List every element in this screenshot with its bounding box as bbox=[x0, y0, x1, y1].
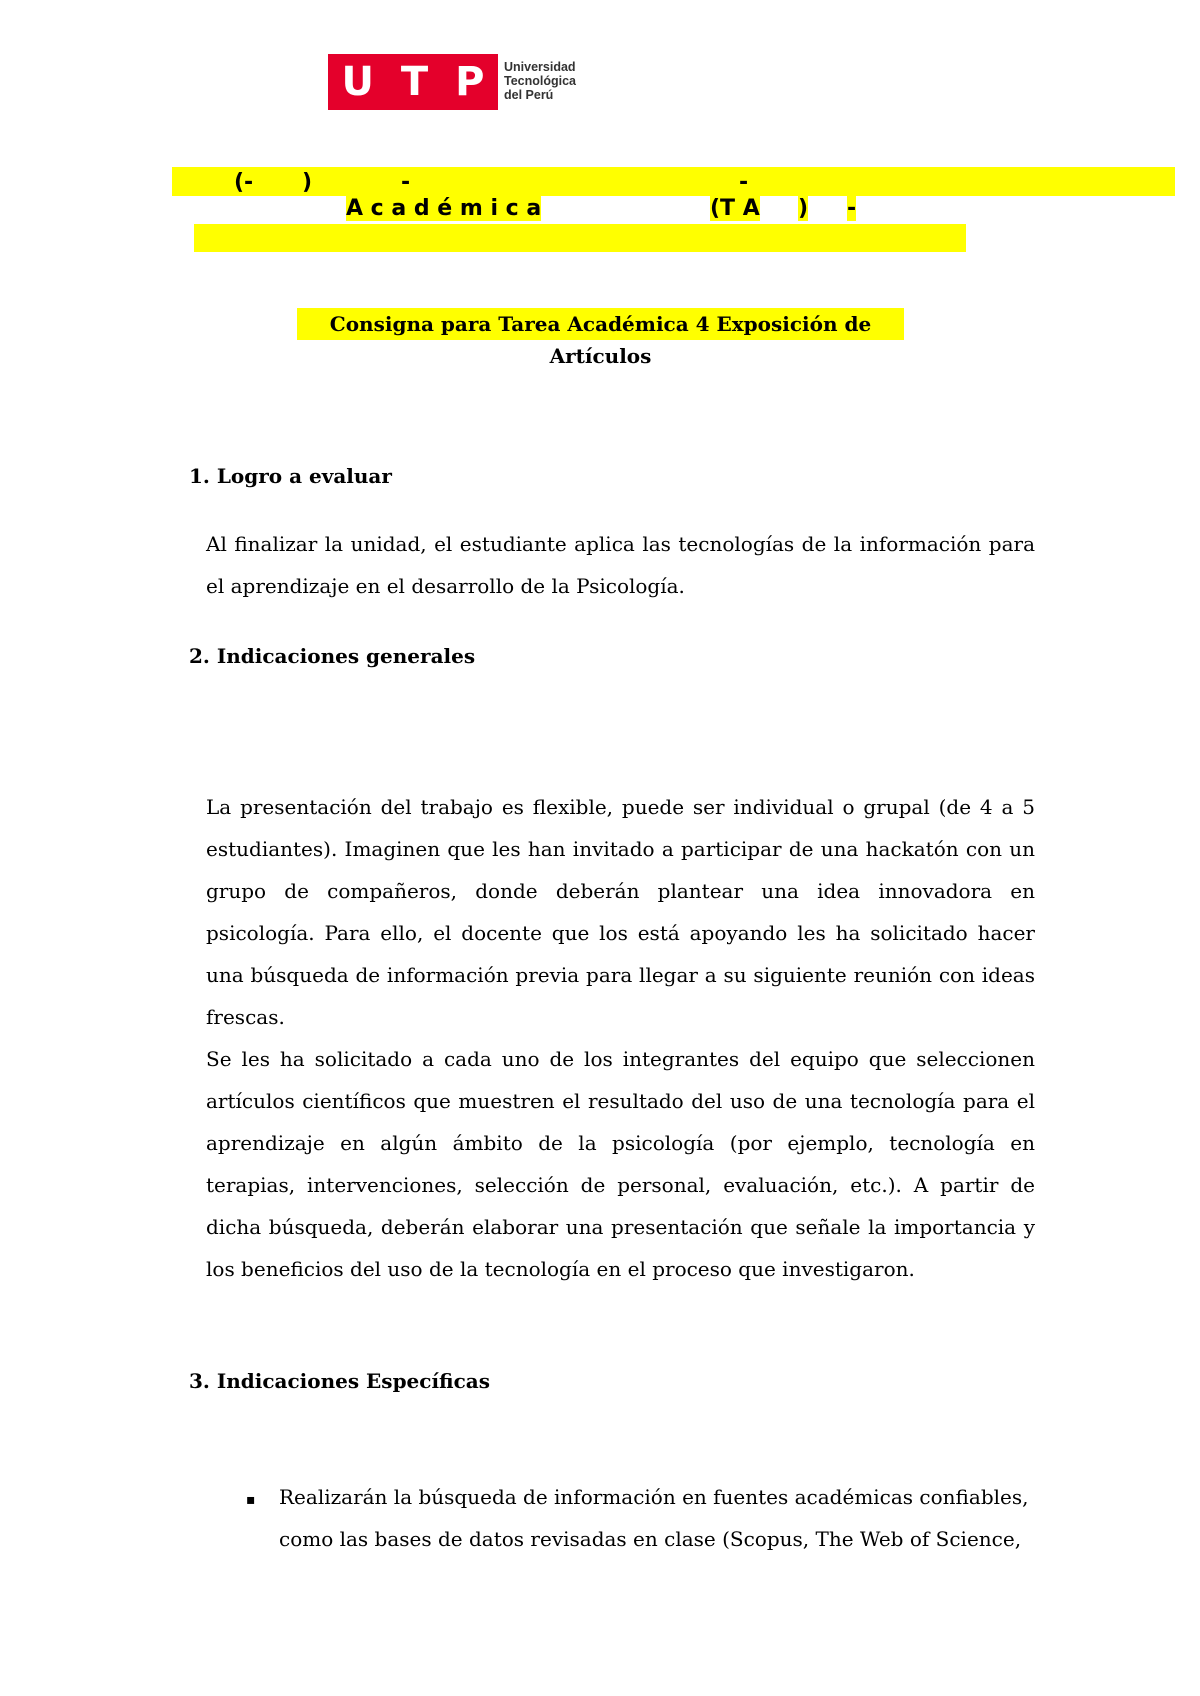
logo-letter-u: U bbox=[341, 59, 374, 105]
header-fragment: ) bbox=[798, 196, 809, 221]
utp-logo-mark bbox=[328, 54, 498, 110]
document-title: Consigna para Tarea Académica 4 Exposición de Artículos bbox=[297, 308, 904, 340]
logo-text-line1: Universidad bbox=[504, 60, 576, 74]
header-word-academica: A c a d é m i c a bbox=[346, 196, 542, 221]
header-highlight-band-2 bbox=[194, 224, 966, 252]
section-heading-logro: 1. Logro a evaluar bbox=[189, 464, 392, 488]
logo-text-line3: del Perú bbox=[504, 88, 554, 102]
utp-logo bbox=[328, 54, 588, 110]
paragraph: La presentación del trabajo es flexible, puede ser individual o grupal (de 4 a 5 estudiantes). Imaginen que les han invitado a participar de una hackatón con un grupo de compañeros, donde deberán plantear una idea innovadora en psicología. Para ello, el docente que los está apoyando les ha solicitado hacer una búsqueda de información previa para llegar a su siguiente reunión con ideas frescas. bbox=[206, 795, 1035, 1029]
bullet-marker: ▪ bbox=[246, 1492, 256, 1508]
logo-letter-p: P bbox=[455, 59, 485, 105]
header-fragment: (- bbox=[234, 170, 254, 195]
logo-text-line2: Tecnológica bbox=[504, 74, 577, 88]
section-heading-indicaciones-generales: 2. Indicaciones generales bbox=[189, 644, 476, 668]
paragraph: Se les ha solicitado a cada uno de los integrantes del equipo que seleccionen artículos científicos que muestren el resultado del uso de una tecnología para el aprendizaje en algún ámbito de la psicología (por ejemplo, tecnología en terapias, intervenciones, selección de personal, evaluación, etc.). A partir de dicha búsqueda, deberán elaborar una presentación que señale la importancia y los beneficios del uso de la tecnología en el proceso que investigaron. bbox=[206, 1047, 1035, 1281]
logo-wordmark bbox=[504, 60, 576, 102]
section-text-generales-1 bbox=[206, 786, 1035, 1038]
section-heading-indicaciones-especificas: 3. Indicaciones Específicas bbox=[189, 1369, 490, 1393]
bullet-item: Realizarán la búsqueda de información en fuentes académicas confiables, como las bases de datos revisadas en clase (Scopus, The Web of Science, bbox=[279, 1485, 1029, 1551]
section-text-generales-2 bbox=[206, 1038, 1035, 1290]
header-fragment: - bbox=[739, 170, 749, 195]
paragraph: Al finalizar la unidad, el estudiante aplica las tecnologías de la información para el aprendizaje en el desarrollo de la Psicología. bbox=[206, 532, 1035, 598]
logo-letter-t: T bbox=[400, 59, 429, 105]
header-fragment: - bbox=[847, 196, 857, 221]
section-text-logro bbox=[206, 523, 1035, 607]
header-fragment: (T A bbox=[710, 196, 760, 221]
header-fragment: ) bbox=[302, 170, 313, 195]
header-highlight-band bbox=[172, 167, 1175, 196]
header-fragment: - bbox=[401, 170, 411, 195]
